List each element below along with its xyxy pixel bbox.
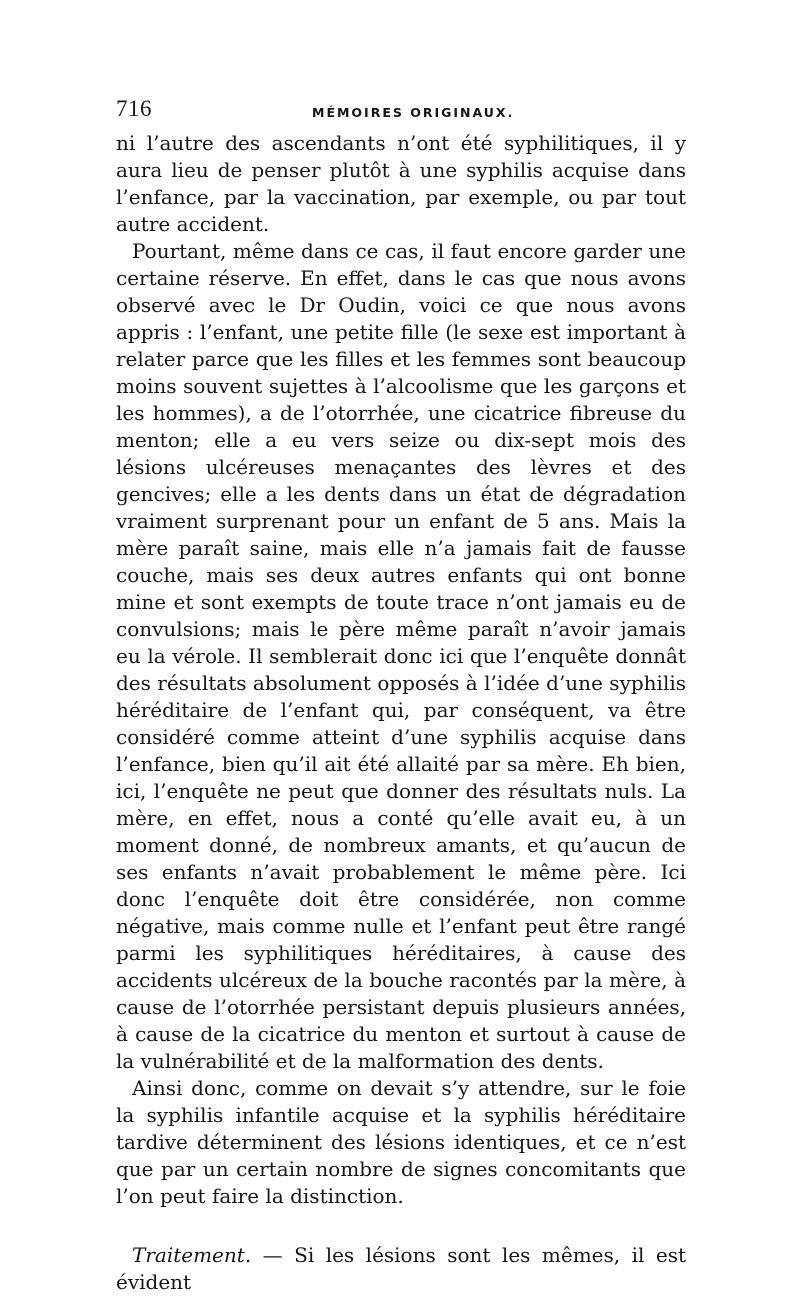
page-header — [116, 96, 696, 126]
page-body — [116, 130, 686, 1296]
treatment-heading: Traitement. — [132, 1243, 252, 1267]
paragraph-treatment — [116, 1242, 686, 1296]
paragraph-continuation: ni l’autre des ascendants n’ont été syphilitiques, il y aura lieu de penser plutôt à une syphilis acquise dans l’enfance, par la vaccination, par exemple, ou par tout autre accident. — [116, 131, 686, 236]
page-number: 716 — [116, 96, 152, 121]
treatment-text: — Si les lésions sont les mêmes, il est évident — [116, 1243, 686, 1294]
paragraph-ainsi-donc: Ainsi donc, comme on devait s’y attendre, sur le foie la syphilis infantile acquise et la syphilis héréditaire tardive déterminent des lésions identiques, et ce n’est que par un certain nombre de signes concomitants que l’on peut faire la distinction. — [116, 1076, 686, 1208]
running-title: MÉMOIRES ORIGINAUX. — [312, 105, 515, 120]
paragraph-pourtant: Pourtant, même dans ce cas, il faut encore garder une certaine réserve. En effet, dans le cas que nous avons observé avec le Dr Oudin, voici ce que nous avons appris : l’enfant, une petite fille (le sexe est important à relater parce que les filles et les femmes sont beaucoup moins souvent sujettes à l’alcoolisme que les garçons et les hommes), a de l’otorrhée, une cicatrice fibreuse du menton; elle a eu vers seize ou dix-sept mois des lésions ulcéreuses menaçantes des lèvres et des gencives; elle a les dents dans un état de dégradation vraiment surprenant pour un enfant de 5 ans. Mais la mère paraît saine, mais elle n’a jamais fait de fausse couche, mais ses deux autres enfants qui ont bonne mine et sont exempts de toute trace n’ont jamais eu de convulsions; mais le père même paraît n’avoir jamais eu la vérole. Il semblerait donc ici que l’enquête donnât des résultats absolument opposés à l’idée d’une syphilis héréditaire de l’enfant qui, par conséquent, va être considéré comme atteint d’une syphilis acquise dans l’enfance, bien qu’il ait été allaité par sa mère. Eh bien, ici, l’enquête ne peut que donner des résultats nuls. La mère, en effet, nous a conté qu’elle avait eu, à un moment donné, de nombreux amants, et qu’aucun de ses enfants n’avait probablement le même père. Ici donc l’enquête doit être considérée, non comme négative, mais comme nulle et l’enfant peut être rangé parmi les syphilitiques héréditaires, à cause des accidents ulcéreux de la bouche racontés par la mère, à cause de l’otorrhée persistant depuis plusieurs années, à cause de la cicatrice du menton et surtout à cause de la vulnérabilité et de la malformation des dents. — [116, 239, 686, 1073]
